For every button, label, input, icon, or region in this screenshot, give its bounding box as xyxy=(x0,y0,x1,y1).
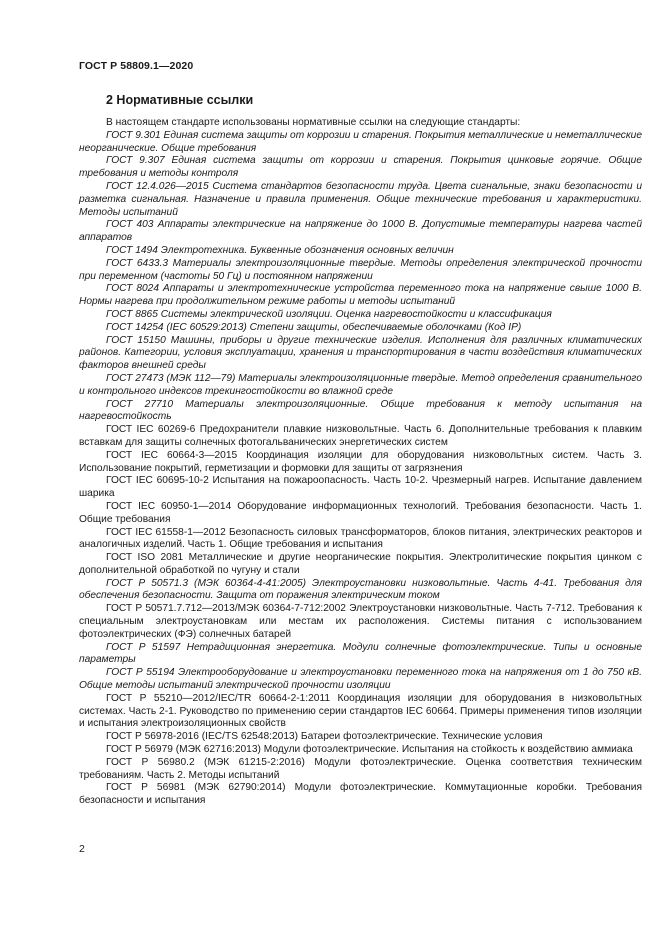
intro-paragraph: В настоящем стандарте использованы нормативные ссылки на следующие стандарты: xyxy=(106,117,521,128)
reference-item: ГОСТ ISO 2081 Металлические и другие неорганические покрытия. Электролитические покрытия цинком с дополнительной обработкой по чугуну и стали xyxy=(79,552,642,576)
reference-item: ГОСТ 12.4.026—2015 Система стандартов безопасности труда. Цвета сигнальные, знаки безопасности и разметка сигнальная. Назначение и правила применения. Общие технические требования и характеристики. Методы испытаний xyxy=(79,180,642,218)
reference-item: ГОСТ IEC 60664-3—2015 Координация изоляции для оборудования низковольтных систем. Часть 3. Использование покрытий, герметизации и формовки для защиты от загрязнения xyxy=(79,449,642,474)
reference-item: ГОСТ 27710 Материалы электроизоляционные. Общие требования к методу испытания на нагревостойкость xyxy=(79,398,642,423)
reference-item: ГОСТ Р 55194 Электрооборудование и электроустановки переменного тока на напряжения от 1 до 750 кВ. Общие методы испытаний электрической прочности изоляции xyxy=(79,667,642,692)
section-title: 2 Нормативные ссылки xyxy=(106,93,254,107)
reference-item: ГОСТ 27473 (МЭК 112—79) Материалы электроизоляционные твердые. Метод определения сравнительного и контрольного индексов трекингостойкости во влажной среде xyxy=(79,372,642,397)
reference-item: ГОСТ Р 56981 (МЭК 62790:2014) Модули фотоэлектрические. Коммутационные коробки. Требования безопасности и испытания xyxy=(79,782,642,807)
reference-item: ГОСТ IEC 61558-1—2012 Безопасность силовых трансформаторов, блоков питания, электрических реакторов и аналогичных изделий. Часть 1. Общие требования и испытания xyxy=(79,526,642,551)
reference-item: ГОСТ 9.301 Единая система защиты от коррозии и старения. Покрытия металлические и неметаллические неорганические. Общие требования xyxy=(79,129,642,154)
reference-item: ГОСТ 8865 Системы электрической изоляции. Оценка нагревостойкости и классификация xyxy=(106,308,552,320)
reference-item: ГОСТ Р 55210—2012/IEC/TR 60664-2-1:2011 Координация изоляции для оборудования в низковольтных системах. Часть 2-1. Руководство по применению серии стандартов IEC 60664. Примеры применения типов изоляции и испытания электроизоляционных свойств xyxy=(79,692,642,730)
reference-item: ГОСТ Р 50571.3 (МЭК 60364-4-41:2005) Электроустановки низковольтные. Часть 4-41. Требования для обеспечения безопасности. Защита от поражения электрическим током xyxy=(79,577,642,602)
reference-item: ГОСТ 9.307 Единая система защиты от коррозии и старения. Покрытия цинковые горячие. Общие требования и методы контроля xyxy=(79,155,642,180)
references-body xyxy=(79,117,642,808)
reference-item: ГОСТ IEC 60950-1—2014 Оборудование информационных технологий. Требования безопасности. Часть 1. Общие требования xyxy=(79,500,642,525)
document-code: ГОСТ Р 58809.1—2020 xyxy=(79,60,194,72)
reference-item: ГОСТ IEC 60269-6 Предохранители плавкие низковольтные. Часть 6. Дополнительные требования к плавким вставкам для защиты солнечных фотогальванических энергетических систем xyxy=(79,424,642,448)
reference-item: ГОСТ 14254 (IEC 60529:2013) Степени защиты, обеспечиваемые оболочками (Код IP) xyxy=(106,321,522,333)
reference-item: ГОСТ Р 56980.2 (МЭК 61215-2:2016) Модули фотоэлектрические. Оценка соответствия техническим требованиям. Часть 2. Методы испытаний xyxy=(79,756,642,781)
reference-list xyxy=(79,130,642,808)
reference-item: ГОСТ 6433.3 Материалы электроизоляционные твердые. Методы определения электрической прочности при переменном (частоты 50 Гц) и постоянном напряжении xyxy=(79,257,642,282)
reference-item: ГОСТ 1494 Электротехника. Буквенные обозначения основных величин xyxy=(106,244,454,256)
reference-item: ГОСТ Р 51597 Нетрадиционная энергетика. Модули солнечные фотоэлектрические. Типы и основные параметры xyxy=(79,641,642,666)
page-number: 2 xyxy=(79,843,85,855)
reference-item: ГОСТ 403 Аппараты электрические на напряжение до 1000 В. Допустимые температуры нагрева частей аппаратов xyxy=(79,219,642,244)
reference-item: ГОСТ 15150 Машины, приборы и другие технические изделия. Исполнения для различных климатических районов. Категории, условия эксплуатации, хранения и транспортирования в части воздействия климатических факторов внешней среды xyxy=(79,334,642,372)
reference-item: ГОСТ Р 56978-2016 (IEC/TS 62548:2013) Батареи фотоэлектрические. Технические условия xyxy=(106,731,543,743)
reference-item: ГОСТ Р 50571.7.712—2013/МЭК 60364-7-712:2002 Электроустановки низковольтные. Часть 7-712. Требования к специальным электроустановкам или местам их расположения. Системы питания с использованием фотоэлектрических (ФЭ) солнечных батарей xyxy=(79,603,642,640)
reference-item: ГОСТ 8024 Аппараты и электротехнические устройства переменного тока на напряжение свыше 1000 В. Нормы нагрева при продолжительном режиме работы и методы испытаний xyxy=(79,283,642,308)
reference-item: ГОСТ IEC 60695-10-2 Испытания на пожароопасность. Часть 10-2. Чрезмерный нагрев. Испытание давлением шарика xyxy=(79,475,642,500)
reference-item: ГОСТ Р 56979 (МЭК 62716:2013) Модули фотоэлектрические. Испытания на стойкость к воздействию аммиака xyxy=(106,744,633,756)
